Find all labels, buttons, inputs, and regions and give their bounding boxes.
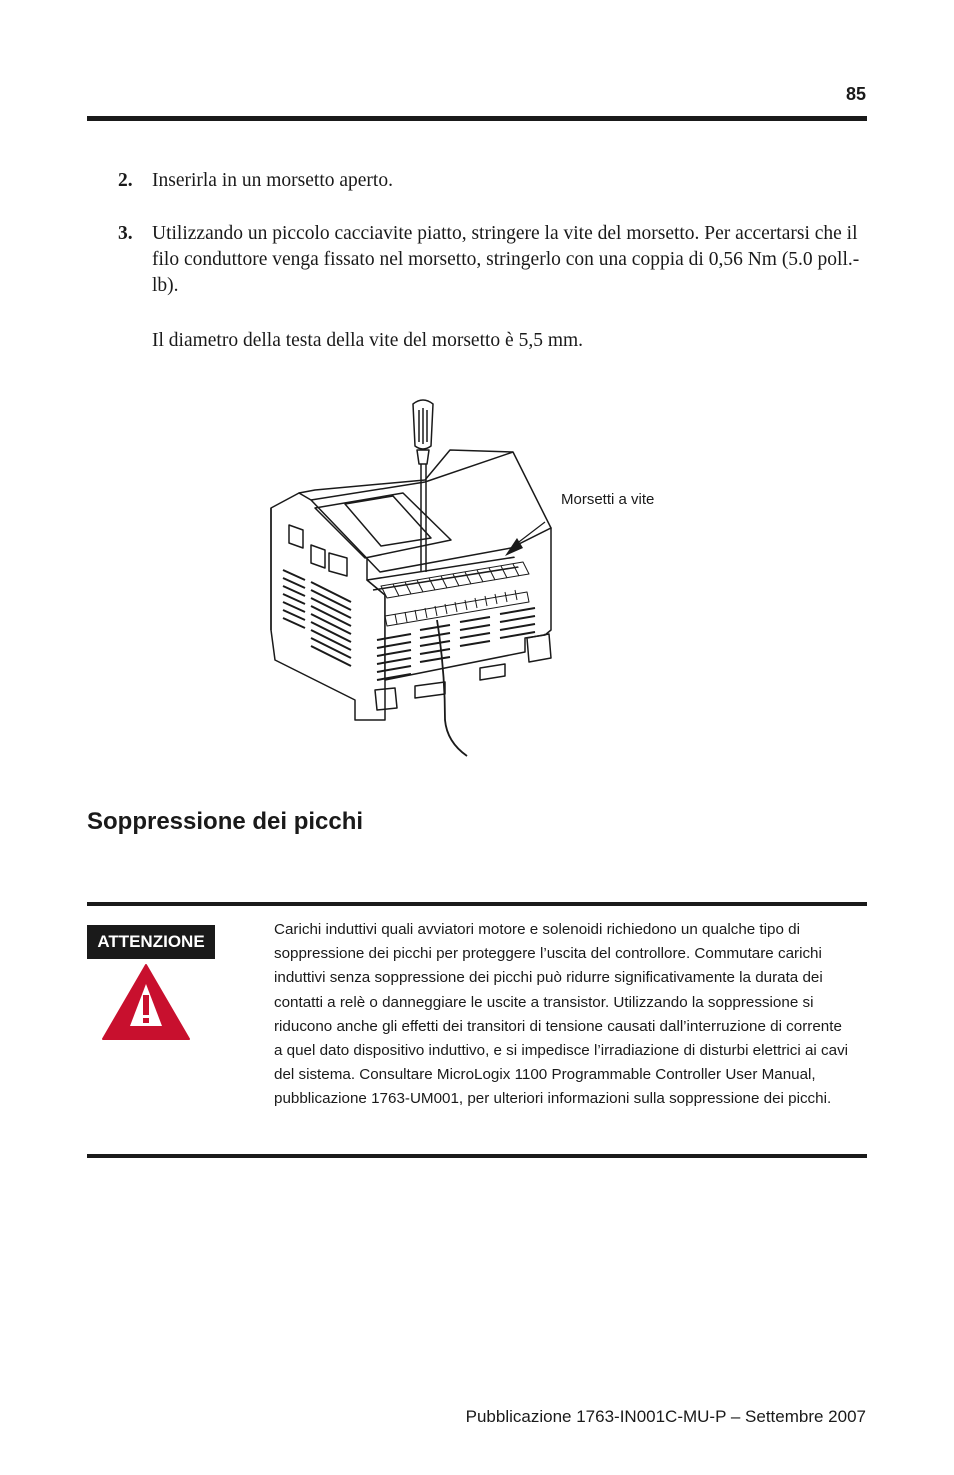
warning-triangle-icon	[100, 962, 192, 1042]
attention-bottom-rule	[87, 1154, 867, 1158]
step-number: 3.	[118, 223, 133, 244]
attention-text: Carichi induttivi quali avviatori motore e solenoidi richiedono un qualche tipo di soppressione dei picchi per proteggere l’uscita del controllore. Commutare carichi induttivi senza soppressione dei picchi può ridurre significativamente la durata dei contatti a relè o danneggiare le uscite a transistor. Utilizzando la soppressione si riducono anche gli effetti dei transitori di tensione causati dall’interruzione di corrente a quel dato dispositivo induttivo, e si impedisce l’irradiazione di disturbi elettrici ai cavi del sistema. Consultare MicroLogix 1100 Programmable Controller User Manual, pubblicazione 1763-UM001, per ulteriori informazioni sulla soppressione dei picchi.	[274, 921, 849, 1108]
step-text: Utilizzando un piccolo cacciavite piatto, stringere la vite del morsetto. Per accertarsi che il filo conduttore venga fissato nel morsetto, stringerlo con una coppia di 0,56 Nm (5.0 poll.-lb).	[152, 223, 860, 296]
publication-footer: Pubblicazione 1763-IN001C-MU-P – Settembre 2007	[465, 1407, 866, 1426]
step-number: 2.	[118, 170, 133, 191]
step-text: Inserirla in un morsetto aperto.	[152, 170, 393, 191]
page-number: 85	[845, 84, 866, 104]
attention-top-rule	[87, 902, 867, 906]
attention-badge: ATTENZIONE	[87, 925, 215, 959]
header-rule	[87, 116, 867, 121]
screw-diameter-note: Il diametro della testa della vite del morsetto è 5,5 mm.	[152, 330, 584, 351]
controller-screwdriver-illustration	[255, 390, 695, 770]
screw-terminals-callout: Morsetti a vite	[561, 491, 655, 508]
section-heading: Soppressione dei picchi	[87, 808, 364, 835]
